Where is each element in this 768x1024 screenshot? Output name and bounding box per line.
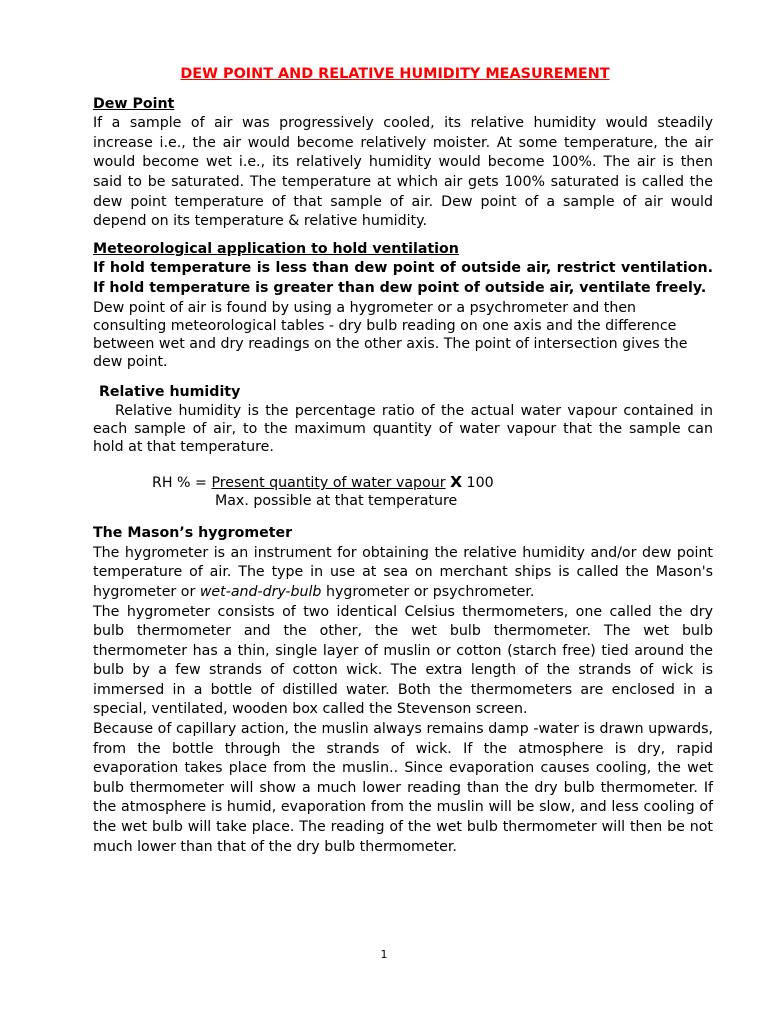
rh-formula-line (152, 474, 713, 493)
relative-humidity-paragraph (93, 402, 713, 456)
masons-paragraph-1 (93, 544, 713, 603)
page-number: 1 (380, 948, 388, 961)
relative-humidity-heading (93, 383, 713, 403)
masons-paragraph-2: The hygrometer consists of two identical Celsius thermometers, one called the dry bulb thermometer and the other, the wet bulb thermometer. The wet bulb thermometer has a thin, single layer of muslin or cotton (starch free) tied around the bulb by a few strands of cotton wick. The extra length of the strands of wick is immersed in a bottle of distilled water. Both the thermometers are enclosed in a special, ventilated, wooden box called the Stevenson screen. (93, 603, 713, 718)
dew-point-paragraph: If a sample of air was progressively cooled, its relative humidity would steadily increase i.e., the air would become relatively moister. At some temperature, the air would become wet i.e., its relatively humidity would become 100%. The air is then said to be saturated. The temperature at which air gets 100% saturated is called the dew point temperature of that sample of air. Dew point of a sample of air would depend on its temperature & relative humidity. (93, 115, 713, 230)
rh-formula-denominator: Max. possible at that temperature (215, 492, 458, 509)
page-title: DEW POINT AND RELATIVE HUMIDITY MEASUREMENT (180, 66, 610, 82)
masons-hygrometer-heading: The Mason’s hygrometer (93, 525, 293, 542)
rh-formula (152, 474, 713, 510)
masons-p1-text: The hygrometer is an instrument for obtaining the relative humidity and/or dew point temperature of air. The type in use at sea on merchant ships is called the Mason's hygrometer or (93, 544, 713, 600)
page-content (93, 65, 713, 857)
ventilation-rule: If hold temperature is less than dew point of outside air, restrict ventilation. If hold temperature is greater than dew point of outside air, ventilate freely. (93, 260, 713, 296)
rh-formula-multiplier: 100 (466, 475, 494, 492)
rh-formula-operator: X (450, 473, 463, 492)
rh-formula-numerator: Present quantity of water vapour (211, 475, 446, 492)
dew-point-heading: Dew Point (93, 95, 175, 112)
masons-p1-text-end: hygrometer or psychrometer. (321, 583, 535, 600)
meteorological-heading: Meteorological application to hold ventilation (93, 240, 459, 257)
dew-point-method-paragraph: Dew point of air is found by using a hygrometer or a psychrometer and then consulting meteorological tables - dry bulb reading on one axis and the difference between wet and dry readings on the other axis. The point of intersection gives the dew point. (93, 299, 688, 370)
masons-p1-italic: wet-and-dry-bulb (199, 583, 322, 600)
relative-humidity-text: Relative humidity is the percentage ratio of the actual water vapour contained in each sample of air, to the maximum quantity of water vapour that the sample can hold at that temperature. (93, 403, 713, 456)
relative-humidity-heading-text: Relative humidity (99, 383, 241, 400)
rh-formula-lhs: RH % = (152, 475, 212, 492)
masons-paragraph-3: Because of capillary action, the muslin always remains damp -water is drawn upwards, from the bottle through the strands of wick. If the atmosphere is dry, rapid evaporation takes place from the muslin.. Since evaporation causes cooling, the wet bulb thermometer will show a much lower reading than the dry bulb thermometer. If the atmosphere is humid, evaporation from the muslin will be slow, and less cooling of the wet bulb will take place. The reading of the wet bulb thermometer will then be not much lower than that of the dry bulb thermometer. (93, 721, 713, 855)
